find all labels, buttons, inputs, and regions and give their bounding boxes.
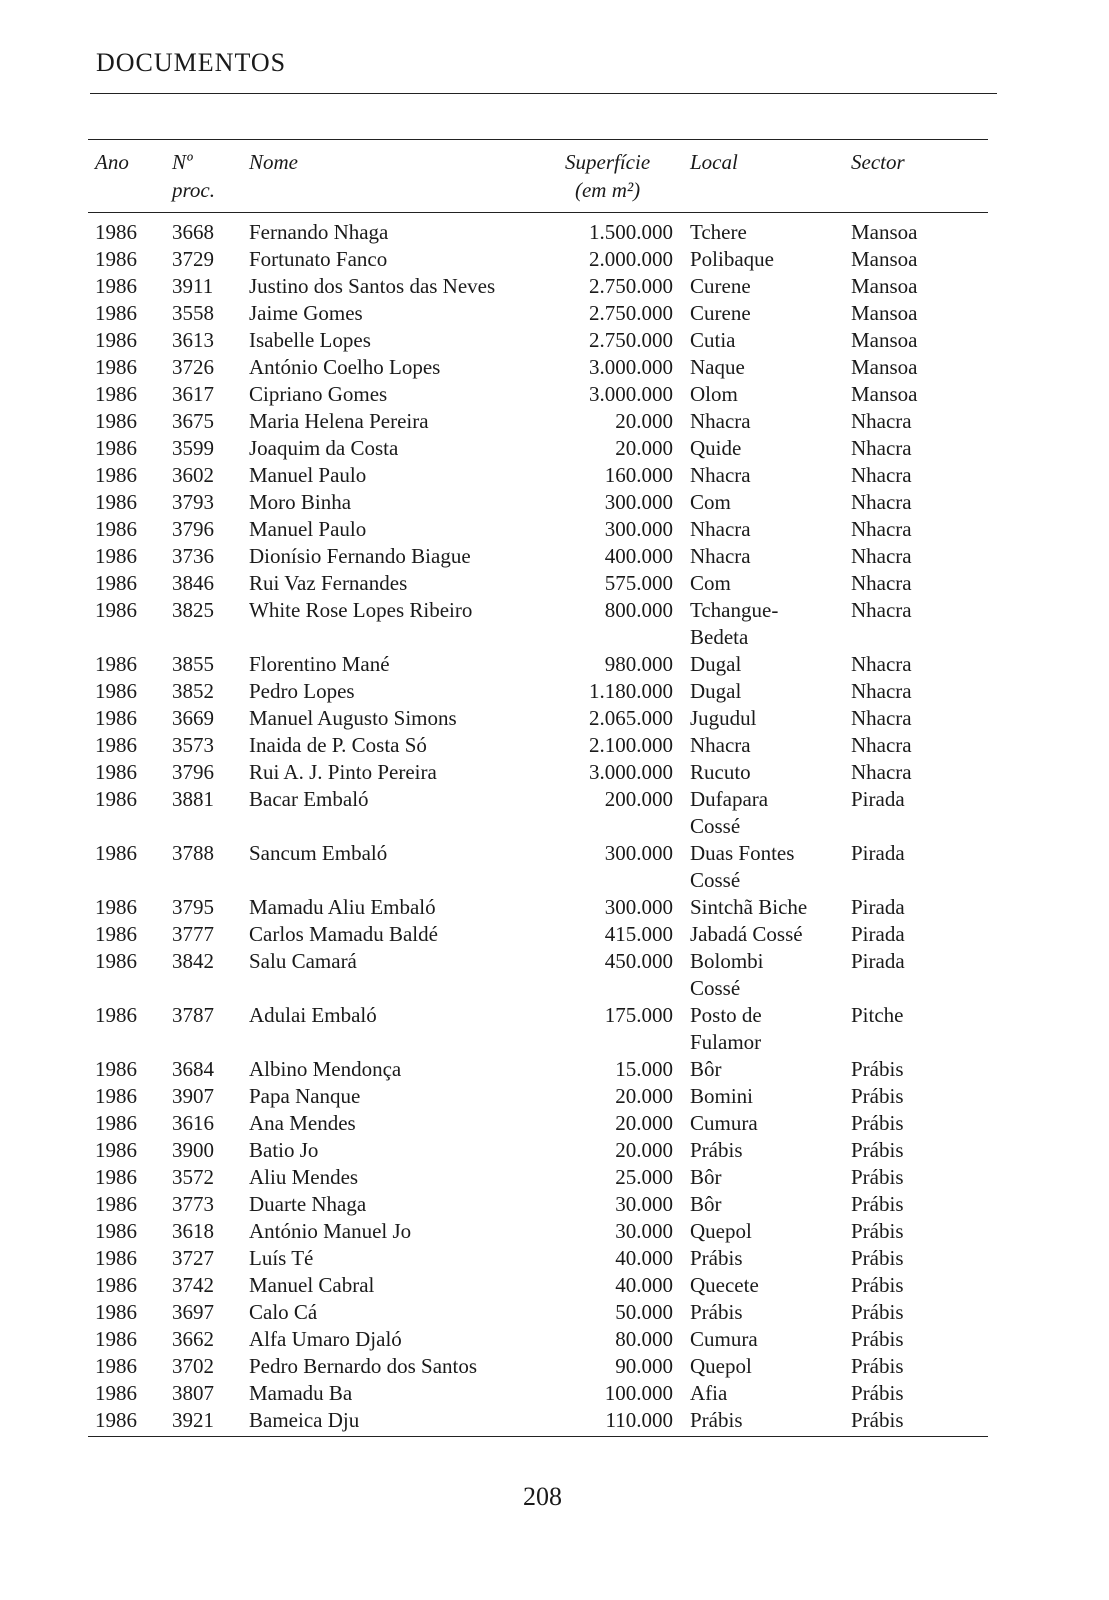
cell-ano: 1986 (95, 355, 137, 379)
cell-superficie: 2.065.000 (589, 706, 673, 730)
cell-sector: Nhacra (851, 652, 912, 676)
cell-nome: Aliu Mendes (249, 1165, 359, 1189)
cell-proc: 3793 (172, 490, 214, 514)
header-sector: Sector (851, 150, 905, 174)
header-ano: Ano (95, 150, 129, 174)
cell-local: Curene (690, 274, 751, 298)
cell-nome: Isabelle Lopes (249, 328, 371, 352)
table-row (88, 786, 988, 840)
cell-ano: 1986 (95, 679, 137, 703)
cell-nome: Moro Binha (249, 490, 352, 514)
cell-proc: 3795 (172, 895, 214, 919)
cell-ano: 1986 (95, 1165, 137, 1189)
cell-sector: Prábis (851, 1246, 904, 1270)
cell-superficie: 80.000 (615, 1327, 673, 1351)
cell-superficie: 100.000 (604, 1381, 673, 1405)
cell-proc: 3613 (172, 328, 214, 352)
cell-local: Posto de Fulamor (690, 1003, 762, 1054)
cell-local: Cumura (690, 1111, 758, 1135)
cell-sector: Nhacra (851, 490, 912, 514)
cell-proc: 3669 (172, 706, 214, 730)
cell-sector: Nhacra (851, 679, 912, 703)
cell-sector: Nhacra (851, 598, 912, 622)
table-row (88, 678, 988, 705)
cell-nome: Carlos Mamadu Baldé (249, 922, 438, 946)
cell-ano: 1986 (95, 706, 137, 730)
cell-nome: Manuel Cabral (249, 1273, 375, 1297)
cell-nome: Papa Nanque (249, 1084, 361, 1108)
cell-superficie: 3.000.000 (589, 355, 673, 379)
cell-nome: Fortunato Fanco (249, 247, 388, 271)
table-row (88, 1110, 988, 1137)
table-row (88, 435, 988, 462)
cell-ano: 1986 (95, 1408, 137, 1432)
cell-proc: 3684 (172, 1057, 214, 1081)
cell-proc: 3787 (172, 1003, 214, 1027)
table-row (88, 1245, 988, 1272)
cell-ano: 1986 (95, 409, 137, 433)
page-number: 208 (523, 1482, 562, 1511)
cell-sector: Pirada (851, 841, 905, 865)
cell-sector: Mansoa (851, 382, 918, 406)
cell-superficie: 2.100.000 (589, 733, 673, 757)
cell-local: Prábis (690, 1408, 743, 1432)
cell-ano: 1986 (95, 1219, 137, 1243)
cell-superficie: 400.000 (604, 544, 673, 568)
table-row (88, 327, 988, 354)
cell-local: Prábis (690, 1300, 743, 1324)
cell-sector: Pirada (851, 922, 905, 946)
cell-superficie: 300.000 (604, 517, 673, 541)
cell-proc: 3702 (172, 1354, 214, 1378)
cell-nome: Pedro Lopes (249, 679, 355, 703)
cell-nome: Duarte Nhaga (249, 1192, 367, 1216)
cell-proc: 3727 (172, 1246, 214, 1270)
cell-proc: 3881 (172, 787, 214, 811)
cell-superficie: 25.000 (615, 1165, 673, 1189)
cell-local: Tchangue- Bedeta (690, 598, 779, 649)
cell-proc: 3675 (172, 409, 214, 433)
table-row (88, 732, 988, 759)
cell-local: Rucuto (690, 760, 751, 784)
table-row (88, 354, 988, 381)
cell-sector: Prábis (851, 1408, 904, 1432)
cell-superficie: 50.000 (615, 1300, 673, 1324)
cell-sector: Nhacra (851, 463, 912, 487)
cell-nome: Maria Helena Pereira (249, 409, 429, 433)
cell-sector: Mansoa (851, 355, 918, 379)
cell-superficie: 20.000 (615, 1138, 673, 1162)
cell-local: Bolombi Cossé (690, 949, 764, 1000)
cell-nome: Justino dos Santos das Neves (249, 274, 496, 298)
cell-sector: Prábis (851, 1219, 904, 1243)
cell-superficie: 1.180.000 (589, 679, 673, 703)
cell-proc: 3777 (172, 922, 214, 946)
cell-nome: Dionísio Fernando Biague (249, 544, 471, 568)
cell-proc: 3572 (172, 1165, 214, 1189)
cell-superficie: 1.500.000 (589, 220, 673, 244)
cell-proc: 3796 (172, 517, 214, 541)
table-row (88, 948, 988, 1002)
cell-sector: Prábis (851, 1273, 904, 1297)
cell-proc: 3846 (172, 571, 214, 595)
cell-superficie: 90.000 (615, 1354, 673, 1378)
cell-proc: 3825 (172, 598, 214, 622)
cell-proc: 3773 (172, 1192, 214, 1216)
cell-local: Cumura (690, 1327, 758, 1351)
cell-ano: 1986 (95, 652, 137, 676)
cell-local: Sintchã Biche (690, 895, 808, 919)
table-row (88, 300, 988, 327)
cell-local: Jabadá Cossé (690, 922, 803, 946)
cell-superficie: 300.000 (604, 490, 673, 514)
table-row (88, 1137, 988, 1164)
cell-local: Nhacra (690, 409, 751, 433)
cell-proc: 3852 (172, 679, 214, 703)
cell-sector: Prábis (851, 1165, 904, 1189)
table-row (88, 381, 988, 408)
cell-superficie: 300.000 (604, 895, 673, 919)
cell-local: Afia (690, 1381, 728, 1405)
cell-ano: 1986 (95, 1003, 137, 1027)
cell-superficie: 20.000 (615, 436, 673, 460)
cell-ano: 1986 (95, 1057, 137, 1081)
cell-nome: Joaquim da Costa (249, 436, 399, 460)
cell-superficie: 300.000 (604, 841, 673, 865)
table-row (88, 1299, 988, 1326)
cell-nome: Albino Mendonça (249, 1057, 402, 1081)
cell-superficie: 30.000 (615, 1219, 673, 1243)
table-row (88, 894, 988, 921)
cell-ano: 1986 (95, 598, 137, 622)
cell-proc: 3618 (172, 1219, 214, 1243)
cell-proc: 3729 (172, 247, 214, 271)
cell-nome: Florentino Mané (249, 652, 390, 676)
cell-ano: 1986 (95, 1273, 137, 1297)
cell-ano: 1986 (95, 301, 137, 325)
table-row (88, 219, 988, 246)
cell-nome: Alfa Umaro Djaló (249, 1327, 402, 1351)
cell-local: Quepol (690, 1354, 752, 1378)
cell-ano: 1986 (95, 382, 137, 406)
cell-ano: 1986 (95, 436, 137, 460)
cell-nome: Cipriano Gomes (249, 382, 388, 406)
header-nome: Nome (249, 150, 298, 174)
cell-proc: 3617 (172, 382, 214, 406)
land-grant-table (88, 139, 988, 1437)
cell-proc: 3907 (172, 1084, 214, 1108)
cell-superficie: 30.000 (615, 1192, 673, 1216)
cell-ano: 1986 (95, 1300, 137, 1324)
cell-superficie: 2.750.000 (589, 301, 673, 325)
cell-sector: Prábis (851, 1327, 904, 1351)
table-row (88, 1272, 988, 1299)
cell-proc: 3788 (172, 841, 214, 865)
cell-nome: Bacar Embaló (249, 787, 369, 811)
table-row (88, 1353, 988, 1380)
cell-nome: Sancum Embaló (249, 841, 388, 865)
cell-sector: Pitche (851, 1003, 904, 1027)
cell-ano: 1986 (95, 463, 137, 487)
cell-ano: 1986 (95, 949, 137, 973)
cell-superficie: 200.000 (604, 787, 673, 811)
table-header (88, 140, 988, 213)
cell-superficie: 40.000 (615, 1273, 673, 1297)
cell-local: Nhacra (690, 517, 751, 541)
cell-sector: Nhacra (851, 409, 912, 433)
cell-local: Cutia (690, 328, 736, 352)
cell-superficie: 3.000.000 (589, 382, 673, 406)
running-head: DOCUMENTOS (96, 48, 287, 77)
header-local: Local (690, 150, 738, 174)
table-row (88, 840, 988, 894)
table-row (88, 705, 988, 732)
table-row (88, 246, 988, 273)
cell-proc: 3807 (172, 1381, 214, 1405)
cell-local: Dugal (690, 652, 742, 676)
cell-sector: Prábis (851, 1057, 904, 1081)
cell-sector: Mansoa (851, 220, 918, 244)
cell-ano: 1986 (95, 544, 137, 568)
cell-proc: 3921 (172, 1408, 214, 1432)
cell-proc: 3668 (172, 220, 214, 244)
cell-nome: Ana Mendes (249, 1111, 356, 1135)
cell-local: Bôr (690, 1165, 722, 1189)
table-row (88, 408, 988, 435)
cell-ano: 1986 (95, 787, 137, 811)
cell-superficie: 800.000 (604, 598, 673, 622)
cell-nome: Mamadu Ba (249, 1381, 353, 1405)
cell-sector: Mansoa (851, 247, 918, 271)
cell-superficie: 15.000 (615, 1057, 673, 1081)
cell-nome: White Rose Lopes Ribeiro (249, 598, 473, 622)
cell-local: Com (690, 571, 731, 595)
cell-local: Tchere (690, 220, 747, 244)
cell-proc: 3599 (172, 436, 214, 460)
cell-local: Prábis (690, 1246, 743, 1270)
cell-nome: Calo Cá (249, 1300, 318, 1324)
cell-superficie: 980.000 (604, 652, 673, 676)
cell-nome: Adulai Embaló (249, 1003, 377, 1027)
cell-local: Jugudul (690, 706, 757, 730)
cell-nome: Luís Té (249, 1246, 314, 1270)
cell-ano: 1986 (95, 274, 137, 298)
table-row (88, 543, 988, 570)
cell-local: Naque (690, 355, 745, 379)
table-row (88, 1191, 988, 1218)
cell-local: Polibaque (690, 247, 774, 271)
cell-superficie: 160.000 (604, 463, 673, 487)
cell-proc: 3742 (172, 1273, 214, 1297)
cell-ano: 1986 (95, 760, 137, 784)
cell-ano: 1986 (95, 517, 137, 541)
cell-nome: Batio Jo (249, 1138, 319, 1162)
cell-local: Nhacra (690, 544, 751, 568)
cell-ano: 1986 (95, 1111, 137, 1135)
cell-ano: 1986 (95, 328, 137, 352)
cell-ano: 1986 (95, 1192, 137, 1216)
table-row (88, 759, 988, 786)
cell-superficie: 450.000 (604, 949, 673, 973)
cell-local: Bôr (690, 1057, 722, 1081)
cell-proc: 3602 (172, 463, 214, 487)
cell-sector: Prábis (851, 1192, 904, 1216)
table-row (88, 516, 988, 543)
cell-sector: Nhacra (851, 517, 912, 541)
cell-nome: Manuel Paulo (249, 517, 367, 541)
cell-nome: Rui A. J. Pinto Pereira (249, 760, 437, 784)
cell-nome: António Manuel Jo (249, 1219, 412, 1243)
cell-ano: 1986 (95, 1354, 137, 1378)
cell-superficie: 2.750.000 (589, 328, 673, 352)
cell-superficie: 175.000 (604, 1003, 673, 1027)
cell-proc: 3558 (172, 301, 214, 325)
table-row (88, 1002, 988, 1056)
cell-nome: António Coelho Lopes (249, 355, 441, 379)
cell-nome: Salu Camará (249, 949, 357, 973)
cell-local: Dugal (690, 679, 742, 703)
cell-sector: Pirada (851, 949, 905, 973)
cell-ano: 1986 (95, 922, 137, 946)
table-body (88, 213, 988, 1436)
cell-sector: Pirada (851, 895, 905, 919)
table-row (88, 651, 988, 678)
table-row (88, 921, 988, 948)
table-row (88, 1083, 988, 1110)
cell-nome: Pedro Bernardo dos Santos (249, 1354, 478, 1378)
cell-ano: 1986 (95, 490, 137, 514)
cell-nome: Manuel Augusto Simons (249, 706, 457, 730)
cell-ano: 1986 (95, 571, 137, 595)
table-row (88, 570, 988, 597)
cell-sector: Nhacra (851, 571, 912, 595)
cell-local: Duas Fontes Cossé (690, 841, 795, 892)
cell-sector: Prábis (851, 1354, 904, 1378)
cell-local: Com (690, 490, 731, 514)
cell-local: Prábis (690, 1138, 743, 1162)
header-rule (90, 93, 997, 94)
cell-ano: 1986 (95, 733, 137, 757)
cell-local: Quecete (690, 1273, 759, 1297)
cell-sector: Nhacra (851, 544, 912, 568)
cell-sector: Prábis (851, 1300, 904, 1324)
cell-superficie: 20.000 (615, 409, 673, 433)
cell-superficie: 110.000 (605, 1408, 673, 1432)
cell-ano: 1986 (95, 1381, 137, 1405)
cell-proc: 3796 (172, 760, 214, 784)
cell-local: Olom (690, 382, 738, 406)
cell-proc: 3900 (172, 1138, 214, 1162)
table-row (88, 462, 988, 489)
cell-nome: Jaime Gomes (249, 301, 363, 325)
cell-nome: Mamadu Aliu Embaló (249, 895, 436, 919)
cell-sector: Nhacra (851, 733, 912, 757)
cell-superficie: 575.000 (604, 571, 673, 595)
header-proc: Nº proc. (172, 150, 215, 202)
cell-proc: 3726 (172, 355, 214, 379)
cell-sector: Prábis (851, 1084, 904, 1108)
cell-sector: Nhacra (851, 760, 912, 784)
cell-sector: Mansoa (851, 301, 918, 325)
table-row (88, 1218, 988, 1245)
cell-proc: 3662 (172, 1327, 214, 1351)
cell-superficie: 40.000 (615, 1246, 673, 1270)
cell-superficie: 20.000 (615, 1084, 673, 1108)
cell-proc: 3616 (172, 1111, 214, 1135)
cell-proc: 3573 (172, 733, 214, 757)
cell-ano: 1986 (95, 220, 137, 244)
cell-sector: Mansoa (851, 274, 918, 298)
cell-local: Bôr (690, 1192, 722, 1216)
cell-sector: Pirada (851, 787, 905, 811)
table-row (88, 1326, 988, 1353)
table-row (88, 1056, 988, 1083)
cell-superficie: 2.000.000 (589, 247, 673, 271)
cell-nome: Rui Vaz Fernandes (249, 571, 408, 595)
cell-proc: 3855 (172, 652, 214, 676)
cell-proc: 3697 (172, 1300, 214, 1324)
cell-local: Quepol (690, 1219, 752, 1243)
cell-ano: 1986 (95, 247, 137, 271)
cell-sector: Prábis (851, 1111, 904, 1135)
cell-proc: 3842 (172, 949, 214, 973)
table-row (88, 1164, 988, 1191)
cell-local: Curene (690, 301, 751, 325)
cell-local: Nhacra (690, 733, 751, 757)
cell-proc: 3736 (172, 544, 214, 568)
table-row (88, 1407, 988, 1434)
cell-nome: Fernando Nhaga (249, 220, 389, 244)
cell-superficie: 415.000 (604, 922, 673, 946)
header-superficie: Superfície (em m²) (565, 150, 651, 202)
cell-ano: 1986 (95, 895, 137, 919)
cell-ano: 1986 (95, 841, 137, 865)
table-row (88, 1380, 988, 1407)
cell-sector: Nhacra (851, 706, 912, 730)
table-row (88, 597, 988, 651)
table-row (88, 273, 988, 300)
cell-superficie: 3.000.000 (589, 760, 673, 784)
cell-ano: 1986 (95, 1138, 137, 1162)
cell-nome: Bameica Dju (249, 1408, 360, 1432)
table-row (88, 489, 988, 516)
cell-local: Dufapara Cossé (690, 787, 769, 838)
cell-sector: Mansoa (851, 328, 918, 352)
cell-local: Quide (690, 436, 742, 460)
cell-ano: 1986 (95, 1246, 137, 1270)
cell-nome: Inaida de P. Costa Só (249, 733, 427, 757)
cell-superficie: 2.750.000 (589, 274, 673, 298)
cell-sector: Prábis (851, 1138, 904, 1162)
cell-sector: Nhacra (851, 436, 912, 460)
cell-local: Bomini (690, 1084, 754, 1108)
cell-ano: 1986 (95, 1084, 137, 1108)
cell-sector: Prábis (851, 1381, 904, 1405)
cell-ano: 1986 (95, 1327, 137, 1351)
cell-local: Nhacra (690, 463, 751, 487)
cell-superficie: 20.000 (615, 1111, 673, 1135)
cell-nome: Manuel Paulo (249, 463, 367, 487)
cell-proc: 3911 (172, 274, 214, 298)
